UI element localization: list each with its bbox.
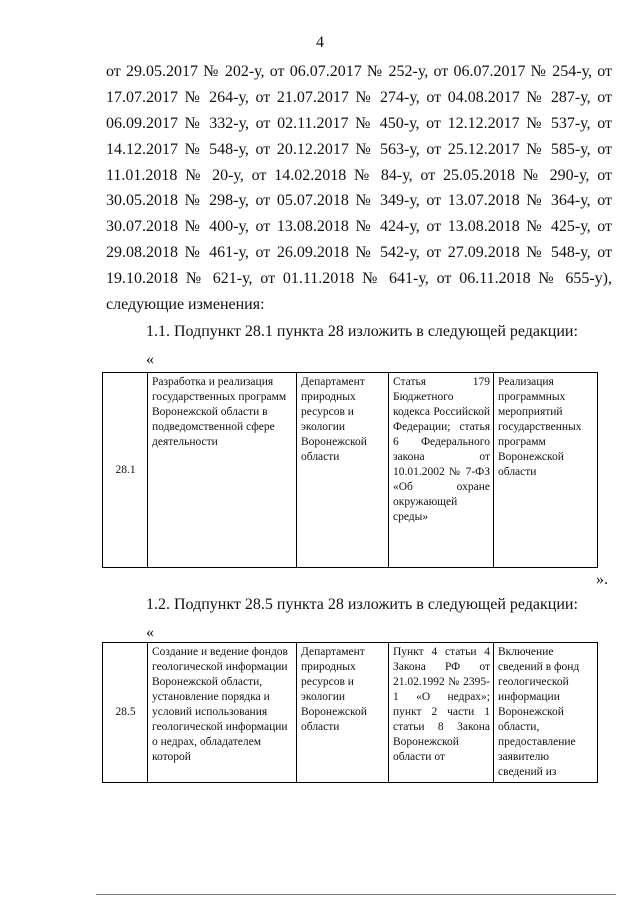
- paragraph-line: 06.09.2017 № 332-у, от 02.11.2017 № 450-у, от 12.12.2017 № 537-у, от: [106, 114, 612, 132]
- paragraph-line: 19.10.2018 № 621-у, от 01.11.2018 № 641-у, от 06.11.2018 № 655-у),: [106, 270, 612, 288]
- paragraph-line: 17.07.2017 № 264-у, от 21.07.2017 № 274-у, от 04.08.2017 № 287-у, от: [106, 88, 612, 106]
- activity-cell: Создание и ведение фондов геологической информации Воронежской области, установление порядка и условий использования геологической информации о недрах, обладателем которой: [148, 643, 297, 783]
- result-cell: Реализация программных мероприятий государственных программ Воронежской области: [494, 373, 598, 568]
- amendment-table-2: [102, 642, 598, 783]
- open-quote-1: «: [146, 351, 154, 368]
- paragraph-line: 29.08.2018 № 461-у, от 26.09.2018 № 542-у, от 27.09.2018 № 548-у, от: [106, 244, 612, 262]
- result-cell: Включение сведений в фонд геологической информации Воронежской области, предоставление заявителю сведений из: [494, 643, 598, 783]
- item-number-cell: 28.5: [103, 643, 148, 783]
- legal-basis-cell: Пункт 4 статьи 4 Закона РФ от 21.02.1992 № 2395-1 «О недрах»; пункт 2 части 1 статьи 8 Закона Воронежской области от: [389, 643, 494, 783]
- paragraph-line: 30.05.2018 № 298-у, от 05.07.2018 № 349-у, от 13.07.2018 № 364-у, от: [106, 192, 612, 210]
- open-quote-2: «: [146, 624, 154, 641]
- paragraph-line: 30.07.2018 № 400-у, от 13.08.2018 № 424-у, от 13.08.2018 № 425-у, от: [106, 218, 612, 236]
- paragraph-line: 11.01.2018 № 20-у, от 14.02.2018 № 84-у, от 25.05.2018 № 290-у, от: [106, 166, 612, 184]
- close-quote-1: ».: [596, 571, 608, 588]
- amendment-intro-1: 1.1. Подпункт 28.1 пункта 28 изложить в следующей редакции:: [146, 323, 578, 340]
- legal-basis-cell: Статья 179 Бюджетного кодекса Российской Федерации; статья 6 Федерального закона от 10.01.2002 № 7-ФЗ «Об охране окружающей среды»: [389, 373, 494, 568]
- table-row: [103, 373, 598, 568]
- amendment-intro-2: 1.2. Подпункт 28.5 пункта 28 изложить в следующей редакции:: [146, 596, 578, 613]
- amendment-table-1: [102, 372, 598, 568]
- paragraph-line: от 29.05.2017 № 202-у, от 06.07.2017 № 252-у, от 06.07.2017 № 254-у, от: [106, 63, 612, 80]
- item-number-cell: 28.1: [103, 373, 148, 568]
- department-cell: Департамент природных ресурсов и экологии Воронежской области: [297, 643, 389, 783]
- page-bottom-rule: [96, 894, 616, 895]
- page-number: 4: [316, 34, 324, 51]
- body-paragraph: [106, 59, 612, 318]
- paragraph-line: 14.12.2017 № 548-у, от 20.12.2017 № 563-у, от 25.12.2017 № 585-у, от: [106, 140, 612, 158]
- activity-cell: Разработка и реализация государственных программ Воронежской области в подведомственной сфере деятельности: [148, 373, 297, 568]
- department-cell: Департамент природных ресурсов и экологии Воронежской области: [297, 373, 389, 568]
- paragraph-line-last: следующие изменения:: [106, 296, 265, 314]
- table-row: [103, 643, 598, 783]
